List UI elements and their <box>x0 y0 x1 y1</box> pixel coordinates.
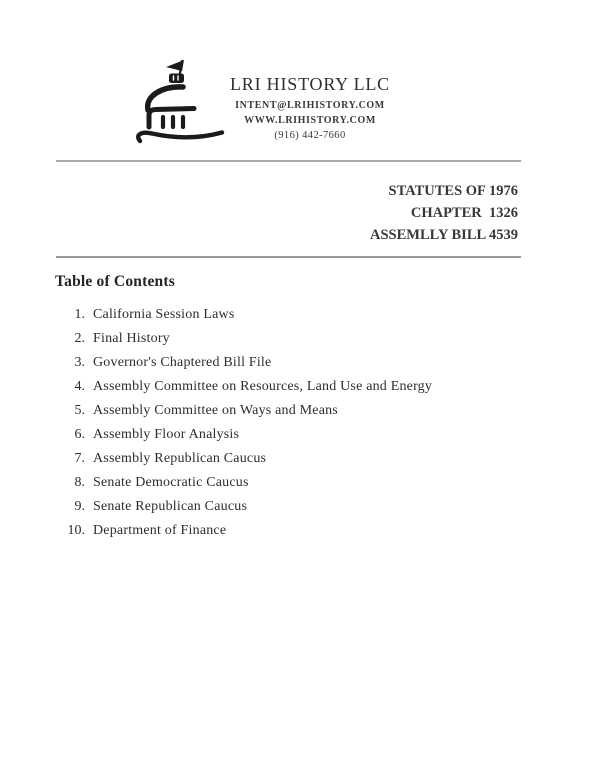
toc-item-label: Senate Republican Caucus <box>93 499 248 514</box>
company-website: WWW.LRIHISTORY.COM <box>244 115 376 126</box>
toc-item-label: Assembly Republican Caucus <box>93 451 267 466</box>
logo-lantern <box>169 74 184 84</box>
toc-item <box>55 330 515 354</box>
toc-item <box>55 306 515 330</box>
toc-item <box>55 354 515 378</box>
chapter-line: CHAPTER 1326 <box>410 205 518 221</box>
toc-item-number: 1. <box>74 307 85 322</box>
toc-item-number: 7. <box>74 451 85 466</box>
toc-item-label: Assembly Committee on Resources, Land Use and Energy <box>93 379 433 394</box>
toc-item <box>55 522 515 546</box>
toc-item <box>55 450 515 474</box>
toc-item-number: 6. <box>74 427 85 442</box>
toc-item-label: California Session Laws <box>93 307 235 322</box>
toc-item <box>55 498 515 522</box>
toc-item-number: 10. <box>67 523 85 538</box>
toc-list <box>55 306 515 546</box>
horizontal-rule-top <box>56 160 521 162</box>
toc-item-number: 2. <box>74 331 85 346</box>
statutes-line: STATUTES OF 1976 <box>388 183 518 199</box>
bill-line: ASSEMLLY BILL 4539 <box>369 227 518 243</box>
toc-item-number: 3. <box>74 355 85 370</box>
toc-item-number: 8. <box>74 475 85 490</box>
horizontal-rule-middle <box>56 256 521 258</box>
company-email: INTENT@LRIHISTORY.COM <box>235 100 385 111</box>
toc-item <box>55 378 515 402</box>
letterhead <box>185 74 435 141</box>
company-name: LRI HISTORY LLC <box>229 74 390 94</box>
toc-item-label: Assembly Committee on Ways and Means <box>93 403 338 418</box>
toc-item-number: 9. <box>74 499 85 514</box>
toc-item <box>55 426 515 450</box>
toc-item-label: Senate Democratic Caucus <box>93 475 249 490</box>
toc-item-label: Final History <box>93 331 170 346</box>
toc-item-number: 5. <box>74 403 85 418</box>
toc-item-label: Department of Finance <box>93 523 227 538</box>
toc-item-number: 4. <box>74 379 85 394</box>
toc-item <box>55 474 515 498</box>
toc-heading: Table of Contents <box>55 273 175 290</box>
toc-item-label: Governor's Chaptered Bill File <box>93 355 272 370</box>
company-phone: (916) 442-7660 <box>274 130 346 141</box>
statute-reference-block <box>370 180 518 246</box>
toc-item-label: Assembly Floor Analysis <box>93 427 240 442</box>
toc-item <box>55 402 515 426</box>
